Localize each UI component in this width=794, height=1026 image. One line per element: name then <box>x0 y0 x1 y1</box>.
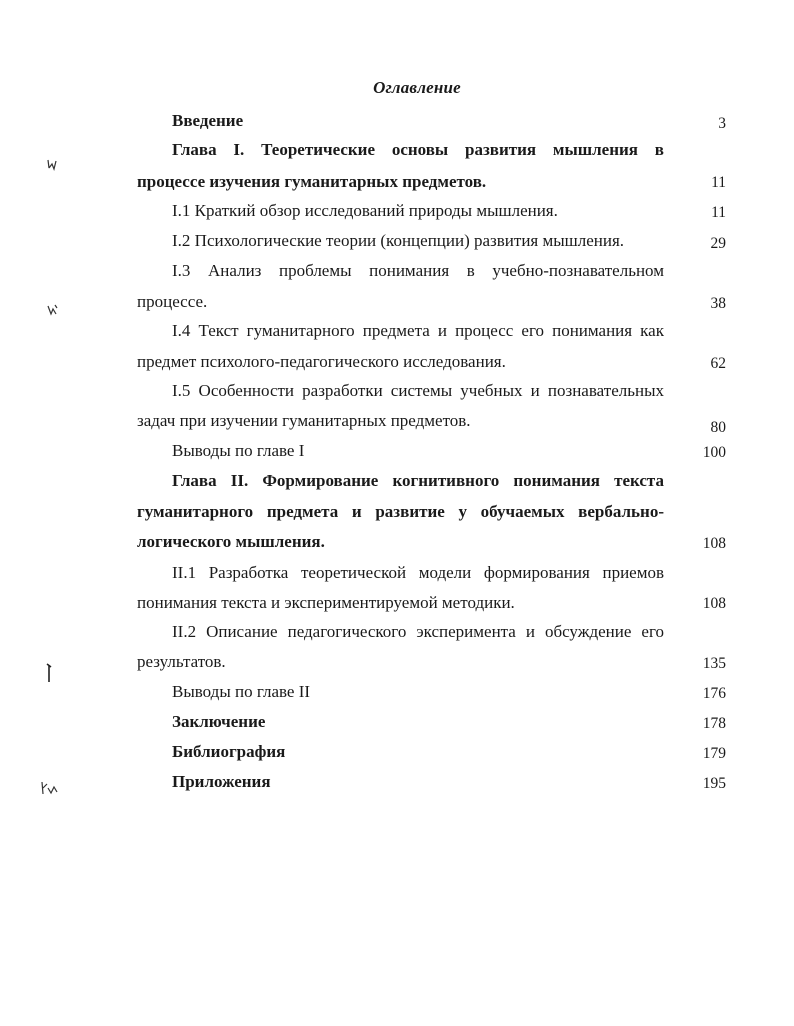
toc-entry-2-1-line1: II.1 Разработка теоретической модели формирования приемов <box>172 563 664 582</box>
toc-page-conclusions-2: 176 <box>702 685 726 702</box>
toc-entry-1-3-line1: I.3 Анализ проблемы понимания в учебно-познавательном <box>172 261 664 280</box>
toc-entry-1-5-line2: задач при изучении гуманитарных предметов. <box>137 411 471 430</box>
margin-mark-icon <box>44 662 54 674</box>
toc-page-conclusions-1: 100 <box>702 444 726 461</box>
toc-entry-1-1: I.1 Краткий обзор исследований природы мышления. <box>172 201 558 220</box>
toc-entry-1-2: I.2 Психологические теории (концепции) развития мышления. <box>172 231 625 250</box>
toc-page-2-1: 108 <box>702 595 726 612</box>
toc-page-1-3: 38 <box>710 295 726 312</box>
toc-entry-conclusion: Заключение <box>172 712 266 731</box>
margin-mark-icon <box>46 158 56 170</box>
toc-page-bibliography: 179 <box>702 745 726 762</box>
toc-entry-chapter-2-line2: гуманитарного предмета и развитие у обучаемых вербально- <box>137 502 664 521</box>
toc-entry-bibliography: Библиография <box>172 742 286 761</box>
toc-entry-1-3-line2: процессе. <box>137 292 208 311</box>
toc-page-chapter-2: 108 <box>702 535 726 552</box>
toc-page-conclusion: 178 <box>702 715 726 732</box>
toc-page-chapter-1: 11 <box>711 174 726 191</box>
toc-entry-chapter-2-line3: логического мышления. <box>137 532 325 551</box>
toc-entry-appendices: Приложения <box>172 772 271 791</box>
toc-entry-chapter-2-line1: Глава II. Формирование когнитивного понимания текста <box>172 471 664 490</box>
toc-page-appendices: 195 <box>702 775 726 792</box>
toc-entry-1-4-line2: предмет психолого-педагогического исследования. <box>137 352 506 371</box>
toc-page-1-4: 62 <box>710 355 726 372</box>
toc-entry-2-1-line2: понимания текста и экспериментируемой методики. <box>137 593 515 612</box>
toc-entry-chapter-1-line1: Глава I. Теоретические основы развития мышления в <box>172 140 664 159</box>
toc-page-introduction: 3 <box>718 115 726 132</box>
toc-page-1-5: 80 <box>710 419 726 436</box>
toc-entry-1-5-line1: I.5 Особенности разработки системы учебных и познавательных <box>172 381 664 400</box>
toc-entry-1-4-line1: I.4 Текст гуманитарного предмета и процесс его понимания как <box>172 321 664 340</box>
toc-entry-2-2-line1: II.2 Описание педагогического эксперимента и обсуждение его <box>172 622 664 641</box>
toc-page-1-2: 29 <box>710 235 726 252</box>
toc-entry-conclusions-1: Выводы по главе I <box>172 441 305 460</box>
margin-mark-icon <box>46 303 56 315</box>
toc-page-2-2: 135 <box>702 655 726 672</box>
toc-entry-2-2-line2: результатов. <box>137 652 226 671</box>
margin-mark-icon <box>40 780 50 792</box>
toc-entry-chapter-1-line2: процессе изучения гуманитарных предметов. <box>137 172 487 191</box>
page-title: Оглавление <box>373 78 461 97</box>
toc-entry-conclusions-2: Выводы по главе II <box>172 682 311 701</box>
toc-page-1-1: 11 <box>711 204 726 221</box>
toc-entry-introduction: Введение <box>172 111 244 130</box>
